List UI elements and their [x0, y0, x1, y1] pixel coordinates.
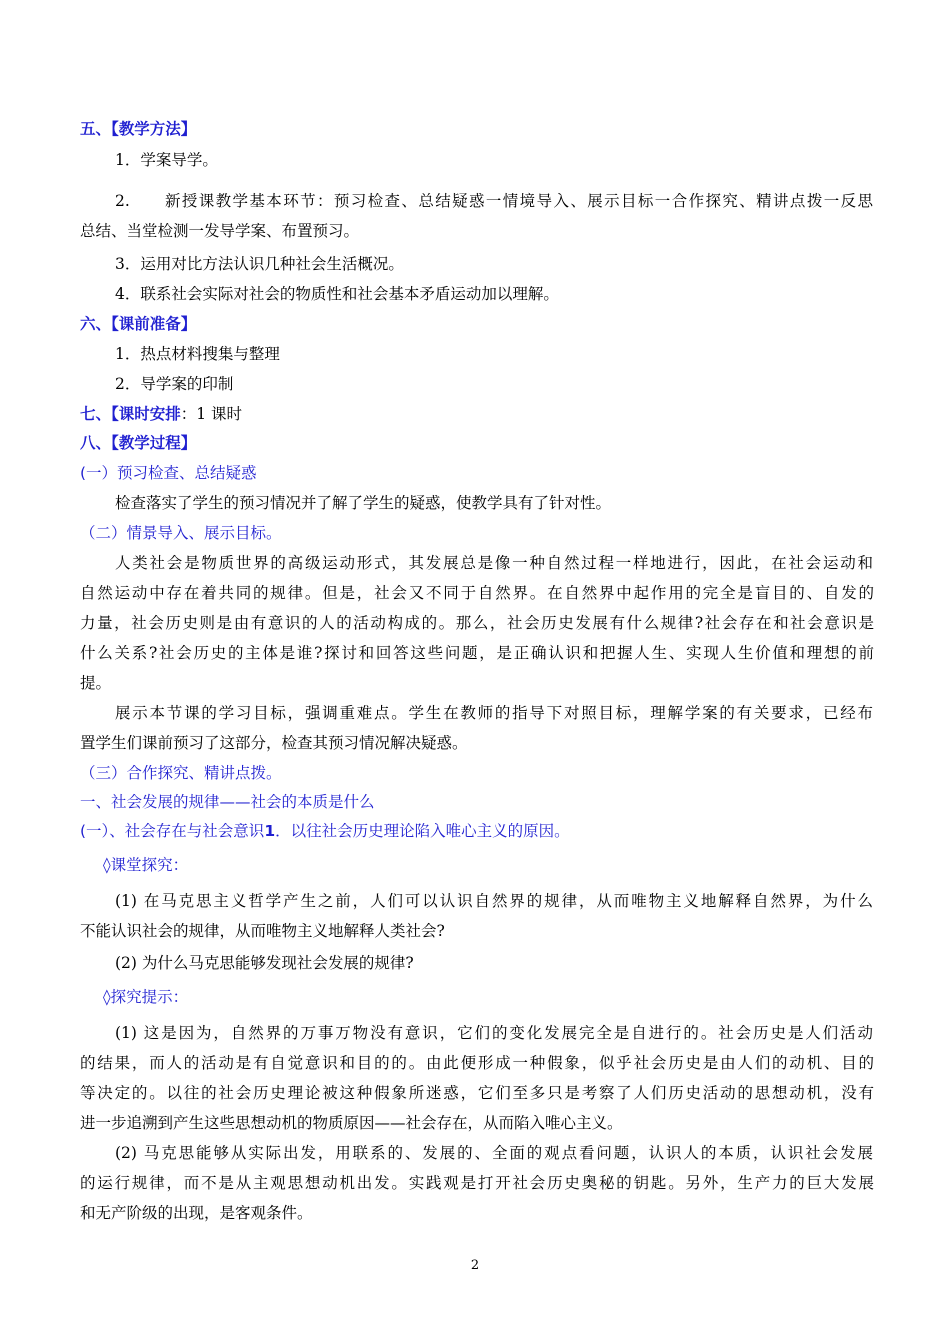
paragraph-line: 置学生们课前预习了这部分，检查其预习情况解决疑惑。 [80, 734, 468, 752]
section-heading-schedule [80, 399, 874, 429]
paragraph-line: 自然运动中存在着共同的规律。但是，社会又不同于自然界。在自然界中起作用的完全是盲目的、自发的 [80, 584, 874, 602]
subsection-heading: （二）情景导入、展示目标。 [80, 524, 282, 542]
hint-label: ◊探究提示： [103, 988, 189, 1006]
schedule-value: ：1 课时 [180, 405, 243, 423]
subsection-heading: （三）合作探究、精讲点拨。 [80, 764, 282, 782]
list-item-continuation: 总结、当堂检测一发导学案、布置预习。 [80, 222, 360, 240]
schedule-label: 七、【课时安排 [80, 405, 181, 423]
section-heading-methods: 五、【教学方法】 [80, 120, 197, 138]
paragraph-line: 提。 [80, 674, 112, 692]
section-heading-preparation: 六、【课前准备】 [80, 315, 197, 333]
list-item: 3．运用对比方法认识几种社会生活概况。 [115, 255, 404, 273]
answer-line: 的运行规律，而不是从主观思想动机出发。实践观是打开社会历史奥秘的钥匙。另外，生产力的巨大发展 [80, 1174, 874, 1192]
paragraph-line: 力量，社会历史则是由有意识的人的活动构成的。那么，社会历史发展有什么规律?社会存在和社会意识是 [80, 614, 874, 632]
list-item: 1．热点材料搜集与整理 [115, 345, 280, 363]
answer-line: 和无产阶级的出现，是客观条件。 [80, 1204, 313, 1222]
question-line: 不能认识社会的规律，从而唯物主义地解释人类社会? [80, 922, 445, 940]
answer-line: (1) 这是因为，自然界的万事万物没有意识，它们的变化发展完全是自进行的。社会历史是人们活动 [115, 1024, 873, 1042]
section-heading-process: 八、【教学过程】 [80, 434, 197, 452]
question-line: (2) 为什么马克思能够发现社会发展的规律? [115, 954, 414, 972]
list-item: 4．联系社会实际对社会的物质性和社会基本矛盾运动加以理解。 [115, 285, 559, 303]
topic-heading: 一、社会发展的规律——社会的本质是什么 [80, 793, 375, 811]
explore-label: ◊课堂探究： [103, 856, 189, 874]
paragraph: 检查落实了学生的预习情况并了解了学生的疑惑，使教学具有了针对性。 [115, 494, 612, 512]
topic-subheading: (一）、社会存在与社会意识1．以往社会历史理论陷入唯心主义的原因。 [80, 822, 570, 840]
paragraph-line: 展示本节课的学习目标，强调重难点。学生在教师的指导下对照目标，理解学案的有关要求，已经布 [115, 704, 873, 722]
list-item: 2．导学案的印制 [115, 375, 234, 393]
answer-line: 的结果，而人的活动是有自觉意识和目的的。由此便形成一种假象，似乎社会历史是由人们的动机、目的 [80, 1054, 874, 1072]
answer-line: 等决定的。以往的社会历史理论被这种假象所迷惑，它们至多只是考察了人们历史活动的思想动机，没有 [80, 1084, 874, 1102]
page-number: 2 [470, 1258, 480, 1273]
paragraph-line: 人类社会是物质世界的高级运动形式，其发展总是像一种自然过程一样地进行，因此，在社会运动和 [115, 554, 873, 572]
list-item: 1．学案导学。 [115, 151, 218, 169]
question-line: (1) 在马克思主义哲学产生之前，人们可以认识自然界的规律，从而唯物主义地解释自然界，为什么 [115, 892, 873, 910]
list-item: 2. 新授课教学基本环节：预习检查、总结疑惑一情境导入、展示目标一合作探究、精讲点拨一反思 [115, 192, 873, 210]
answer-line: (2) 马克思能够从实际出发，用联系的、发展的、全面的观点看问题，认识人的本质，认识社会发展 [115, 1144, 873, 1162]
paragraph-line: 什么关系?社会历史的主体是谁?探讨和回答这些问题，是正确认识和把握人生、实现人生价值和理想的前 [80, 644, 874, 662]
answer-line: 进一步追溯到产生这些思想动机的物质原因——社会存在，从而陷入唯心主义。 [80, 1114, 623, 1132]
subsection-heading: (一）预习检查、总结疑惑 [80, 464, 257, 482]
